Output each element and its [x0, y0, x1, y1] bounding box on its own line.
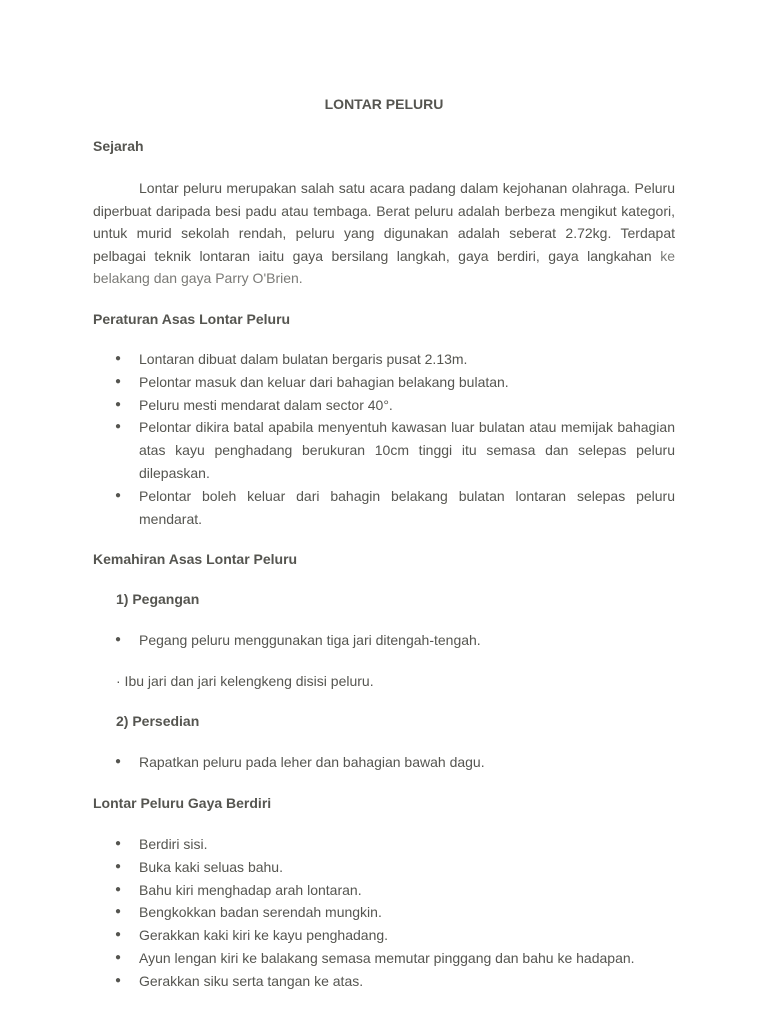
list-peraturan: [93, 348, 675, 530]
bullet-icon: ●: [115, 756, 122, 767]
list-persedian: [93, 751, 675, 774]
list-item: ● Pelontar boleh keluar dari bahagin belakang bulatan lontaran selepas peluru mendarat.: [93, 485, 675, 531]
list-item: ● Rapatkan peluru pada leher dan bahagian bawah dagu.: [93, 751, 675, 774]
list-item: ● Pelontar dikira batal apabila menyentuh kawasan luar bulatan atau memijak bahagian atas kayu penghadang berukuran 10cm tinggi itu semasa dan selepas peluru dilepaskan.: [93, 416, 675, 484]
bullet-icon: ●: [115, 906, 122, 918]
list-item: ● Ayun lengan kiri ke balakang semasa memutar pinggang dan bahu ke hadapan.: [93, 947, 675, 970]
paragraph-sejarah-tail: ke belakang dan gaya Parry O'Brien.: [93, 247, 675, 287]
bullet-icon: ●: [115, 634, 122, 645]
list-item: ● Lontaran dibuat dalam bulatan bergaris pusat 2.13m.: [93, 348, 675, 371]
pegangan-extra-line: · Ibu jari dan jari kelengkeng disisi peluru.: [116, 673, 374, 689]
list-item: ● Gerakkan kaki kiri ke kayu penghadang.: [93, 924, 675, 947]
bullet-icon: ●: [115, 421, 122, 433]
paragraph-sejarah-main: Lontar peluru merupakan salah satu acara padang dalam kejohanan olahraga. Peluru diperbuat daripada besi padu atau tembaga. Berat peluru adalah berbeza mengikut kategori, untuk murid sekolah rendah, peluru yang digunakan adalah seberat 2.72kg. Terdapat pelbagai teknik lontaran iaitu gaya bersilang langkah, gaya berdiri, gaya langkahan: [93, 180, 675, 264]
bullet-icon: ●: [115, 883, 122, 895]
list-item: ● Bengkokkan badan serendah mungkin.: [93, 901, 675, 924]
list-item: ● Bahu kiri menghadap arah lontaran.: [93, 879, 675, 902]
subheading-pegangan: 1) Pegangan: [116, 591, 200, 607]
list-pegangan: [93, 629, 675, 652]
heading-kemahiran: Kemahiran Asas Lontar Peluru: [93, 551, 298, 567]
list-item: ● Buka kaki seluas bahu.: [93, 856, 675, 879]
bullet-icon: ●: [115, 838, 122, 849]
list-item: ● Gerakkan siku serta tangan ke atas.: [93, 970, 675, 993]
bullet-icon: ●: [115, 974, 122, 986]
heading-gaya-berdiri: Lontar Peluru Gaya Berdiri: [93, 795, 272, 811]
list-item: ● Pelontar masuk dan keluar dari bahagian belakang bulatan.: [93, 371, 675, 394]
list-gaya-berdiri: [93, 833, 675, 993]
bullet-icon: ●: [115, 353, 122, 364]
list-item: ● Peluru mesti mendarat dalam sector 40°.: [93, 394, 675, 417]
paragraph-sejarah: [93, 177, 675, 290]
list-item: ● Pegang peluru menggunakan tiga jari ditengah-tengah.: [93, 629, 675, 652]
bullet-icon: ●: [115, 398, 122, 410]
heading-peraturan: Peraturan Asas Lontar Peluru: [93, 311, 291, 327]
bullet-icon: ●: [115, 929, 122, 941]
list-item: ● Berdiri sisi.: [93, 833, 675, 856]
bullet-icon: ●: [115, 860, 122, 872]
bullet-icon: ●: [115, 375, 122, 387]
bullet-icon: ●: [115, 489, 122, 501]
subheading-persedian: 2) Persedian: [116, 713, 200, 729]
heading-sejarah: Sejarah: [93, 138, 144, 154]
document-title: LONTAR PELURU: [324, 96, 444, 112]
bullet-icon: ●: [115, 951, 122, 963]
